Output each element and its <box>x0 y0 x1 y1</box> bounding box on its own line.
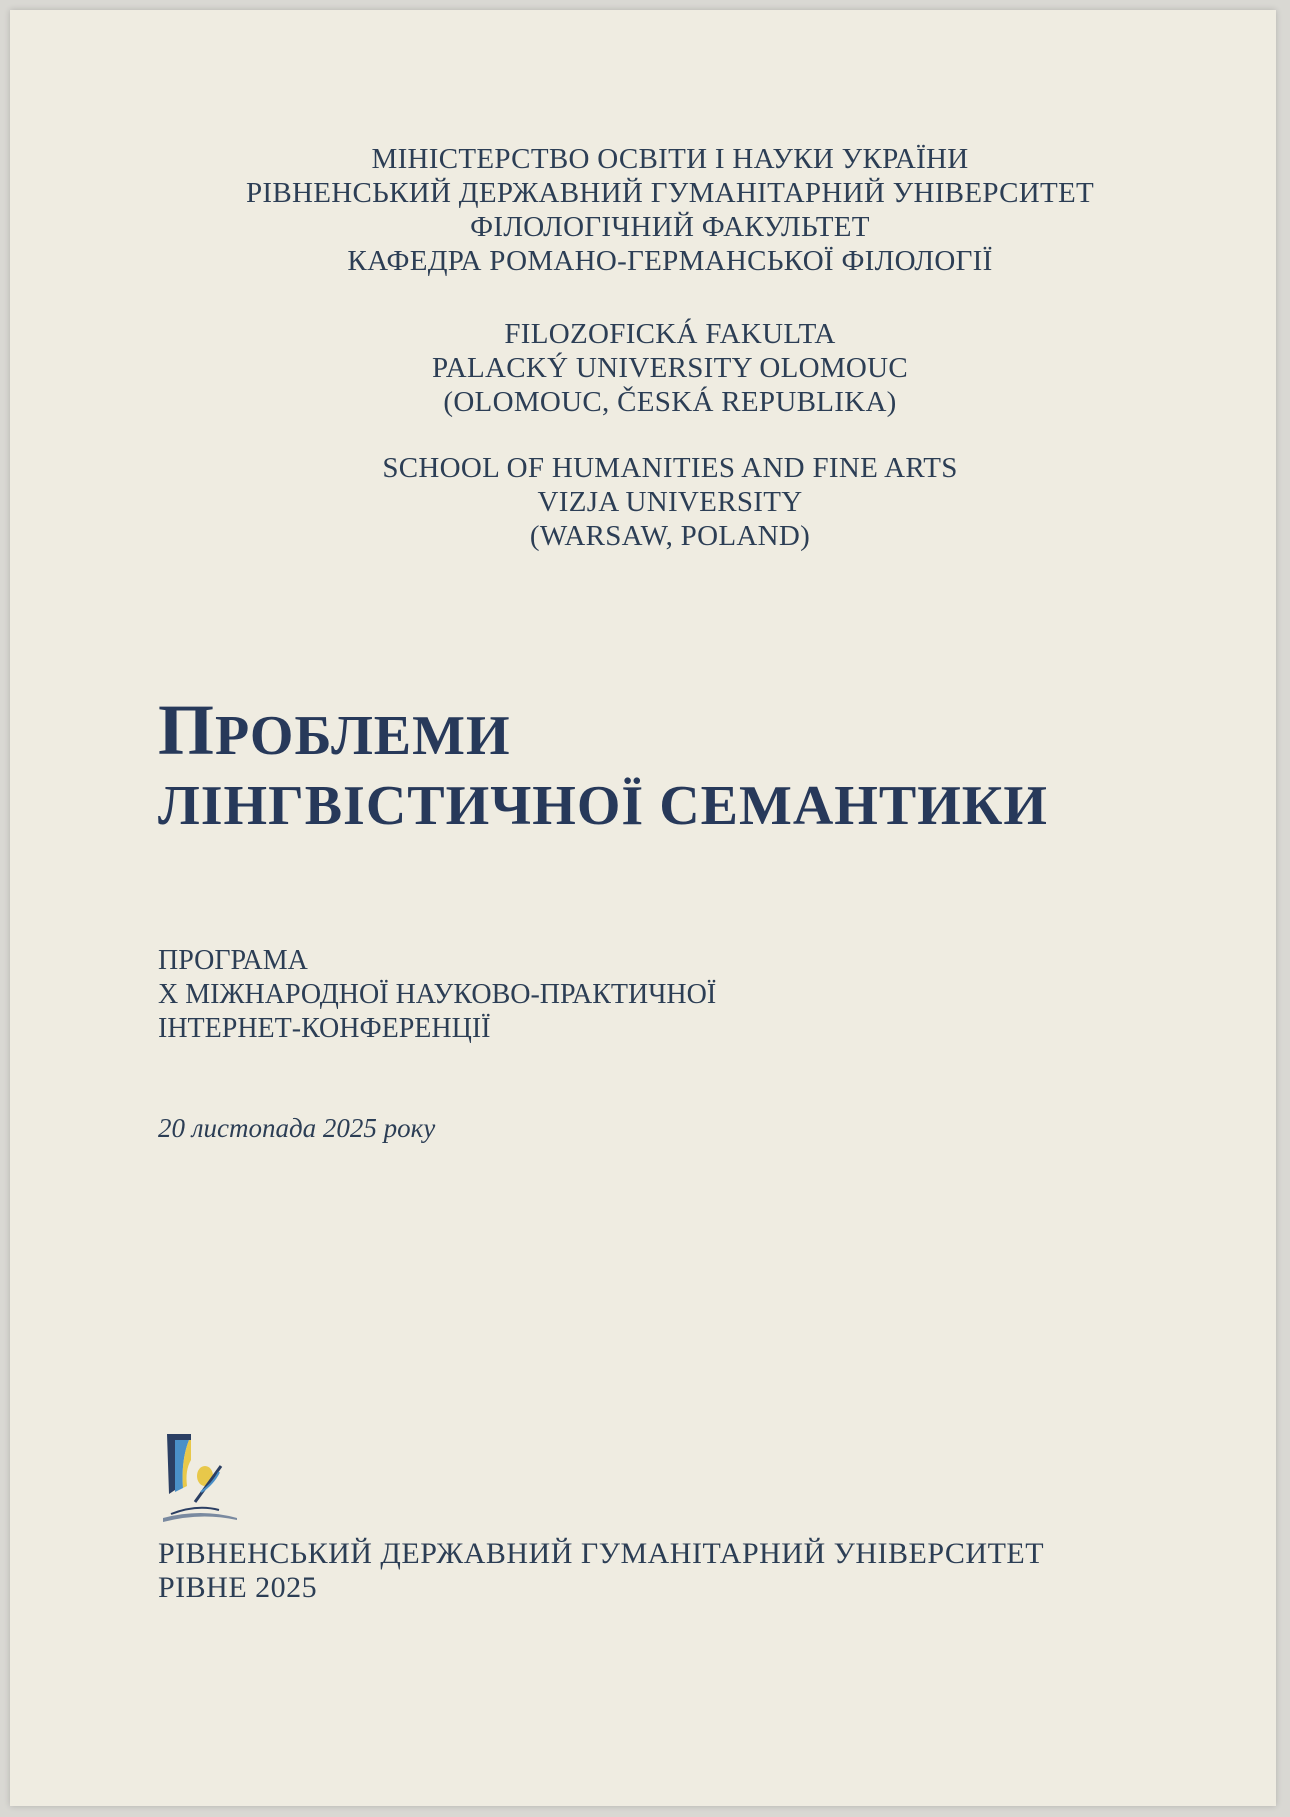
department-line: КАФЕДРА РОМАНО-ГЕРМАНСЬКОЇ ФІЛОЛОГІЇ <box>347 245 993 277</box>
title-initial: П <box>158 690 216 770</box>
pl-location-line: (WARSAW, POLAND) <box>529 520 811 552</box>
pl-university-line: VIZJA UNIVERSITY <box>537 486 803 518</box>
university-line: РІВНЕНСЬКИЙ ДЕРЖАВНИЙ ГУМАНІТАРНИЙ УНІВЕРСИТЕТ <box>245 177 1095 209</box>
pl-school-line: SCHOOL OF HUMANITIES AND FINE ARTS <box>382 452 958 484</box>
publisher-block <box>158 1537 1044 1605</box>
cz-location-line: (OLOMOUC, ČESKÁ REPUBLIKA) <box>443 386 897 418</box>
conference-date: 20 листопада 2025 року <box>158 1113 436 1143</box>
subtitle-line-3: ІНТЕРНЕТ-КОНФЕРЕНЦІЇ <box>158 1013 491 1044</box>
title-line-1-rest: РОБЛЕМИ <box>215 705 511 767</box>
ministry-line: МІНІСТЕРСТВО ОСВІТИ І НАУКИ УКРАЇНИ <box>371 143 969 175</box>
title-line-1 <box>158 690 1048 771</box>
document-page <box>10 10 1276 1806</box>
publisher-name: РІВНЕНСЬКИЙ ДЕРЖАВНИЙ ГУМАНІТАРНИЙ УНІВЕРСИТЕТ <box>158 1537 1045 1570</box>
cz-faculty-line: FILOZOFICKÁ FAKULTA <box>504 318 836 350</box>
title-line-2: ЛІНГВІСТИЧНОЇ СЕМАНТИКИ <box>158 775 1048 837</box>
subtitle-line-1: ПРОГРАМА <box>158 945 308 976</box>
cz-university-line: PALACKÝ UNIVERSITY OLOMOUC <box>431 352 909 384</box>
subtitle-line-2: X МІЖНАРОДНОЇ НАУКОВО-ПРАКТИЧНОЇ <box>158 979 717 1010</box>
publication-city-year: РІВНЕ 2025 <box>158 1571 318 1604</box>
university-emblem-icon <box>161 1430 241 1530</box>
document-title <box>158 690 1048 841</box>
czech-institution-block <box>10 317 1290 419</box>
document-subtitle <box>158 944 716 1046</box>
ukrainian-institution-block <box>10 142 1290 278</box>
polish-institution-block <box>10 451 1290 553</box>
faculty-line: ФІЛОЛОГІЧНИЙ ФАКУЛЬТЕТ <box>470 211 870 243</box>
